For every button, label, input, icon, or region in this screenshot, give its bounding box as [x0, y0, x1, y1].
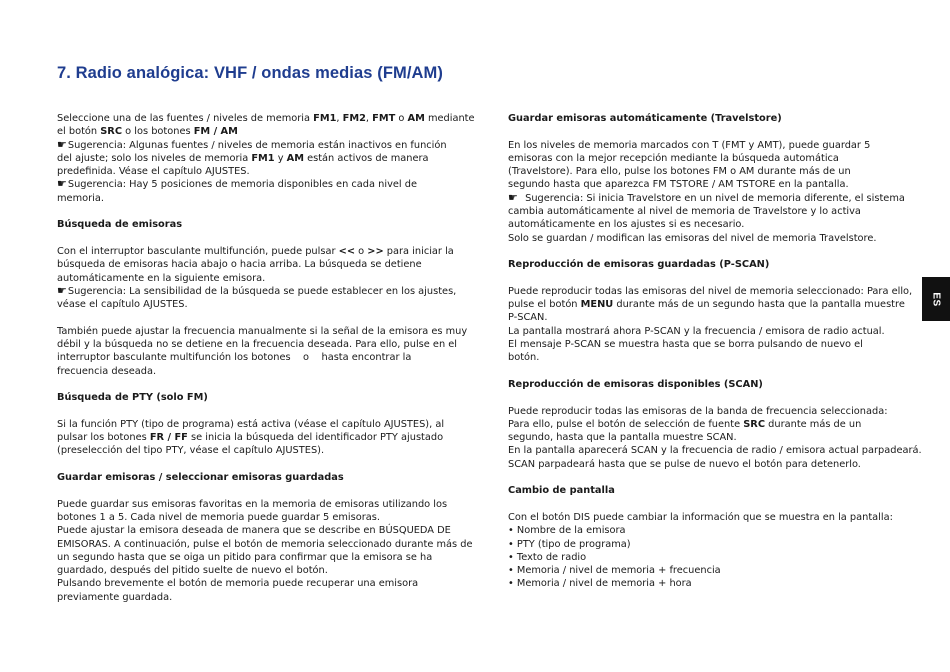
text-run: o los botones — [122, 126, 194, 138]
paragraph-line: segundo, hasta que la pantalla muestre SCAN. — [508, 432, 737, 444]
pointing-hand-icon: ☛ — [57, 177, 67, 191]
text-run: Con el interruptor basculante multifunción, puede pulsar — [57, 245, 339, 257]
bold-term: FM2 — [342, 113, 366, 124]
text-run: o — [355, 245, 368, 257]
bold-term: FR / FF — [149, 432, 188, 444]
right-column — [508, 112, 922, 591]
paragraph-line: Puede reproducir todas las emisoras del nivel de memoria seleccionado: Para ello, — [508, 285, 913, 297]
page-title: 7. Radio analógica: VHF / ondas medias (FM/AM) — [57, 64, 443, 82]
text-run: , — [336, 113, 343, 124]
bold-term: FM / AM — [193, 126, 238, 138]
paragraph-line: En los niveles de memoria marcados con T (FMT y AMT), puede guardar 5 — [508, 139, 871, 151]
list-item: • Texto de radio — [508, 551, 587, 563]
paragraph-line: automáticamente en la siguiente emisora. — [57, 272, 266, 284]
section-heading: Guardar emisoras / seleccionar emisoras guardadas — [57, 472, 344, 484]
text-run: se inicia la búsqueda del identificador PTY ajustado — [187, 432, 444, 444]
section-heading: Reproducción de emisoras disponibles (SCAN) — [508, 378, 763, 390]
list-item: • Memoria / nivel de memoria + frecuencia — [508, 565, 721, 577]
text-run: pulsar los botones — [57, 432, 150, 444]
list-item: • Nombre de la emisora — [508, 525, 626, 537]
text-run: , — [365, 113, 373, 124]
bold-term: FM1 — [313, 113, 337, 124]
bold-term: SRC — [100, 126, 123, 138]
paragraph-line: Si la función PTY (tipo de programa) está activa (véase el capítulo AJUSTES), al — [57, 418, 445, 430]
text-run: pulse el botón — [508, 299, 581, 311]
paragraph-line: débil y la búsqueda no se detiene en la frecuencia deseada. Para ello, pulse en el — [57, 339, 458, 351]
left-column — [57, 112, 475, 604]
paragraph-line: Puede ajustar la emisora deseada de manera que se describe en BÚSQUEDA DE — [57, 525, 451, 537]
paragraph-line — [57, 152, 457, 165]
paragraph-line: emisoras con la mejor recepción mediante la búsqueda automática — [508, 152, 839, 164]
hint-line: ☛Sugerencia: Hay 5 posiciones de memoria disponibles en cada nivel de — [57, 177, 417, 191]
text-run: el botón — [57, 126, 101, 138]
paragraph-line: guardado, después del pitido suelte de nuevo el botón. — [57, 565, 328, 577]
paragraph-line: cambia automáticamente al nivel de memoria de Travelstore y lo activa — [508, 206, 861, 218]
section-heading: Reproducción de emisoras guardadas (P-SCAN) — [508, 259, 770, 271]
paragraph-line: SCAN parpadeará hasta que se pulse de nuevo el botón para detenerlo. — [508, 458, 861, 470]
paragraph-line: véase el capítulo AJUSTES. — [57, 299, 188, 311]
text-run: y — [274, 152, 287, 164]
bold-term: AM — [407, 113, 425, 124]
paragraph-line: búsqueda de emisoras hacia abajo o hacia arriba. La búsqueda se detiene — [57, 259, 422, 271]
list-item: • Memoria / nivel de memoria + hora — [508, 578, 692, 590]
paragraph-line: P-SCAN. — [508, 312, 548, 324]
bold-term: SRC — [743, 418, 766, 430]
text-run: del ajuste; solo los niveles de memoria — [57, 152, 252, 164]
paragraph-line: Pulsando brevemente el botón de memoria puede recuperar una emisora — [57, 578, 419, 590]
hint-line: ☛Sugerencia: Algunas fuentes / niveles de memoria están inactivos en función — [57, 137, 447, 151]
paragraph-line — [57, 245, 457, 258]
text-run: están activos de manera — [303, 152, 429, 164]
paragraph-line: En la pantalla aparecerá SCAN y la frecuencia de radio / emisora actual parpadeará. — [508, 445, 922, 457]
bold-term: >> — [367, 245, 384, 257]
bold-term: MENU — [580, 299, 614, 311]
paragraph-line: botones 1 a 5. Cada nivel de memoria puede guardar 5 emisoras. — [57, 511, 380, 523]
text-run: para iniciar la — [383, 245, 454, 257]
hint-line: ☛Sugerencia: La sensibilidad de la búsqueda se puede establecer en los ajustes, — [57, 283, 457, 297]
paragraph-line — [57, 431, 457, 444]
text-run: mediante — [424, 113, 475, 124]
paragraph-line: memoria. — [57, 192, 104, 204]
text-run: o — [395, 113, 408, 124]
pointing-hand-icon: ☛ — [57, 137, 67, 151]
section-heading: Búsqueda de emisoras — [57, 219, 183, 231]
paragraph-line: Solo se guardan / modifican las emisoras del nivel de memoria Travelstore. — [508, 232, 877, 244]
paragraph-line: La pantalla mostrará ahora P-SCAN y la frecuencia / emisora de radio actual. — [508, 325, 885, 337]
paragraph-line: botón. — [508, 352, 540, 364]
paragraph-line: (Travelstore). Para ello, pulse los botones FM o AM durante más de un — [508, 166, 851, 178]
text-run: durante más de un segundo hasta que la pantalla muestre — [613, 299, 905, 311]
section-heading: Cambio de pantalla — [508, 485, 615, 497]
paragraph-line: El mensaje P-SCAN se muestra hasta que se borra pulsando de nuevo el — [508, 339, 863, 351]
paragraph-line: previamente guardada. — [57, 591, 173, 603]
section-heading: Búsqueda de PTY (solo FM) — [57, 392, 208, 404]
paragraph-line: Con el botón DIS puede cambiar la información que se muestra en la pantalla: — [508, 511, 893, 523]
paragraph-line: También puede ajustar la frecuencia manualmente si la señal de la emisora es muy — [57, 325, 468, 337]
paragraph-line — [57, 112, 475, 125]
list-item: • PTY (tipo de programa) — [508, 538, 631, 550]
paragraph-line: segundo hasta que aparezca FM TSTORE / AM TSTORE en la pantalla. — [508, 179, 849, 191]
paragraph-line: interruptor basculante multifunción los botones o hasta encontrar la — [57, 352, 412, 364]
paragraph-line: Puede guardar sus emisoras favoritas en la memoria de emisoras utilizando los — [57, 498, 448, 510]
paragraph-line — [508, 418, 898, 431]
paragraph-line: un segundo hasta que se oiga un pitido para confirmar que la emisora se ha — [57, 551, 433, 563]
paragraph-line: EMISORAS. A continuación, pulse el botón de memoria seleccionado durante más de — [57, 538, 473, 550]
paragraph-line — [508, 298, 905, 311]
text-run: durante más de un — [765, 418, 862, 430]
language-tab-label: ES — [930, 291, 942, 307]
hint-line: ☛ Sugerencia: Si inicia Travelstore en un nivel de memoria diferente, el sistema — [508, 190, 905, 204]
bold-term: FMT — [372, 113, 396, 124]
paragraph-line: automáticamente en los ajustes si es necesario. — [508, 219, 745, 231]
language-tab — [922, 277, 950, 321]
paragraph-line: Puede reproducir todas las emisoras de la banda de frecuencia seleccionada: — [508, 405, 888, 417]
pointing-hand-icon: ☛ — [508, 190, 518, 204]
bold-term: AM — [286, 152, 304, 164]
paragraph-line — [57, 125, 457, 138]
pointing-hand-icon: ☛ — [57, 283, 67, 297]
paragraph-line: (preselección del tipo PTY, véase el capítulo AJUSTES). — [57, 445, 325, 457]
bold-term: FM1 — [251, 152, 275, 164]
text-run: Seleccione una de las fuentes / niveles de memoria — [57, 113, 314, 124]
paragraph-line: predefinida. Véase el capítulo AJUSTES. — [57, 166, 250, 178]
bold-term: << — [338, 245, 356, 257]
paragraph-line: frecuencia deseada. — [57, 365, 157, 377]
text-run: Para ello, pulse el botón de selección de fuente — [508, 418, 744, 430]
section-heading: Guardar emisoras automáticamente (Travelstore) — [508, 113, 782, 124]
